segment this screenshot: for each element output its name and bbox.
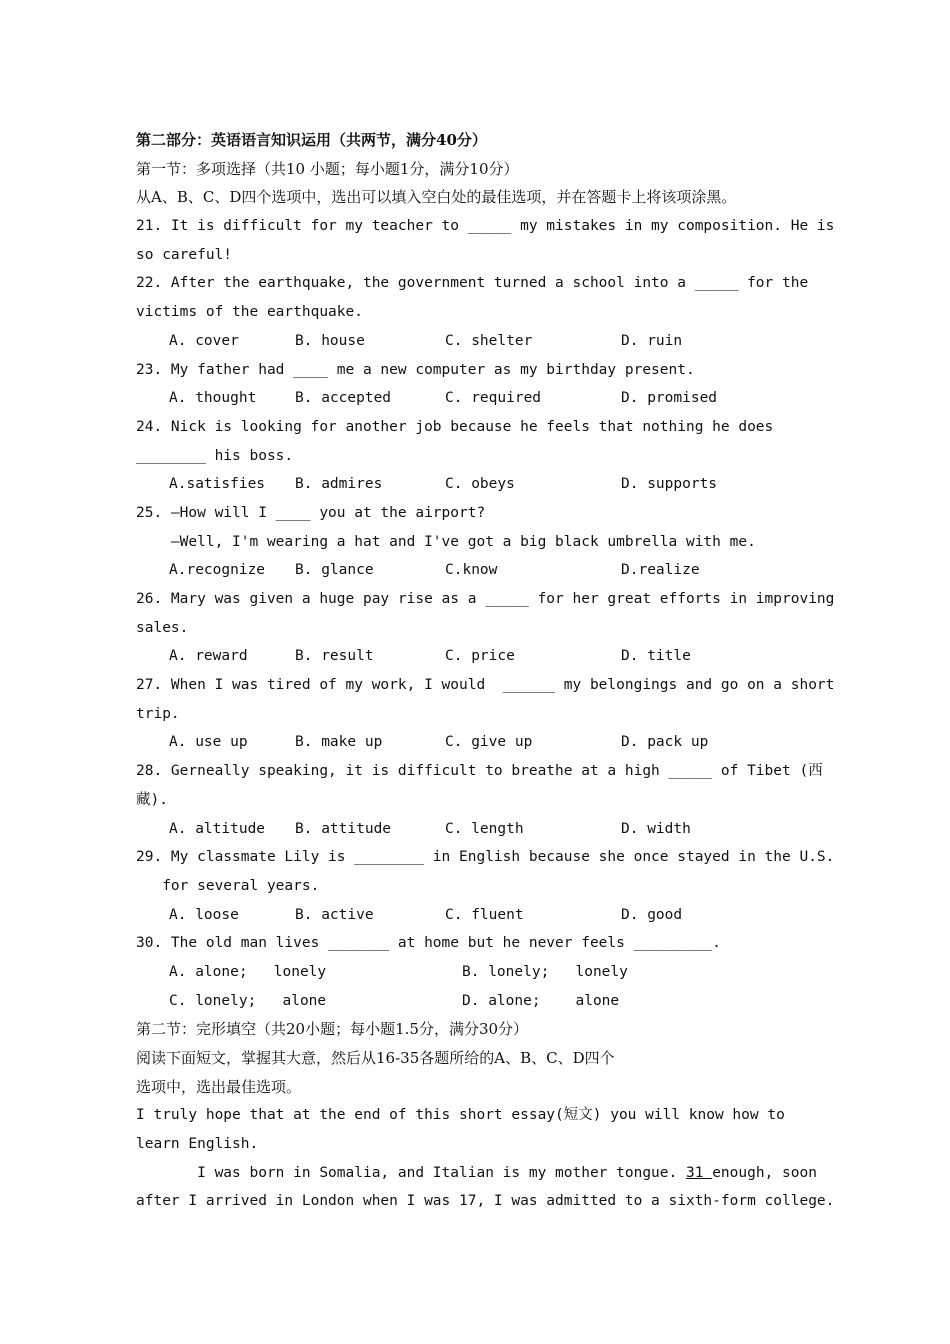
part1-title: 第一节：多项选择（共10 小题；每小题1分，满分10分） <box>136 159 519 178</box>
question-line: 25. —How will I ____ you at the airport? <box>136 504 486 521</box>
passage-line: after I arrived in London when I was 17, I was admitted to a sixth-form college. <box>136 1193 835 1210</box>
answer-option[interactable]: C. lonely; alone <box>169 992 327 1009</box>
part2-title: 第二节：完形填空（共20小题；每小题1.5分，满分30分） <box>136 1020 529 1039</box>
question-line: so careful! <box>136 246 233 263</box>
answer-option[interactable]: B. admires <box>295 476 383 493</box>
document-page <box>136 126 835 1216</box>
answer-option[interactable]: A. cover <box>169 332 239 349</box>
options-row <box>136 470 816 499</box>
question-line: 22. After the earthquake, the government turned a school into a _____ for the <box>136 275 809 292</box>
question-line: 27. When I was tired of my work, I would ______ my belongings and go on a short <box>136 677 835 694</box>
answer-option[interactable]: B. result <box>295 648 374 665</box>
question-line: for several years. <box>136 877 320 894</box>
answer-option[interactable]: C. obeys <box>445 476 515 493</box>
part2-instruction-2: 选项中，选出最佳选项。 <box>136 1077 302 1096</box>
answer-option[interactable]: D. good <box>621 906 683 923</box>
question-line: 26. Mary was given a huge pay rise as a _____ for her great efforts in improving <box>136 591 835 607</box>
options-row <box>136 642 816 671</box>
answer-option[interactable]: A. loose <box>169 906 239 923</box>
answer-option[interactable]: D. title <box>621 648 691 665</box>
answer-option[interactable]: D. alone; alone <box>462 992 620 1009</box>
answer-option[interactable]: A.satisfies <box>169 476 266 493</box>
answer-option[interactable]: C. required <box>445 390 542 407</box>
options-row <box>136 556 816 585</box>
answer-option[interactable]: B. active <box>295 906 374 923</box>
options-row <box>136 958 816 987</box>
answer-option[interactable]: B. house <box>295 332 365 349</box>
section-title: 第二部分：英语语言知识运用（共两节，满分40分） <box>136 131 487 149</box>
answer-option[interactable]: C.know <box>445 562 498 579</box>
answer-option[interactable]: A. reward <box>169 648 248 665</box>
question-line: 藏). <box>136 791 168 808</box>
question-line: 23. My father had ____ me a new computer as my birthday present. <box>136 361 695 378</box>
options-row <box>136 815 816 844</box>
question-line: 29. My classmate Lily is ________ in English because she once stayed in the U.S. <box>136 849 835 866</box>
question-line: ________ his boss. <box>136 447 294 464</box>
answer-option[interactable]: B. accepted <box>295 390 392 407</box>
options-row <box>136 901 816 930</box>
options-row <box>136 384 816 413</box>
answer-option[interactable]: A.recognize <box>169 562 266 579</box>
passage-text: I was born in Somalia, and Italian is my mother tongue. <box>136 1164 686 1181</box>
question-line: trip. <box>136 705 180 722</box>
question-line: 28. Gerneally speaking, it is difficult to breathe at a high _____ of Tibet (西 <box>136 763 823 780</box>
question-line: 21. It is difficult for my teacher to _____ my mistakes in my composition. He is <box>136 218 835 235</box>
options-row <box>136 728 816 757</box>
question-line: —Well, I'm wearing a hat and I've got a big black umbrella with me. <box>136 533 756 550</box>
passage-text: enough, soon <box>712 1164 817 1181</box>
answer-option[interactable]: D. supports <box>621 476 718 493</box>
part2-instruction-1: 阅读下面短文，掌握其大意，然后从16-35各题所给的A、B、C、D四个 <box>136 1049 615 1067</box>
answer-option[interactable]: C. price <box>445 648 515 665</box>
question-line: sales. <box>136 619 189 636</box>
answer-option[interactable]: A. thought <box>169 390 257 407</box>
answer-option[interactable]: A. alone; lonely <box>169 963 327 980</box>
answer-option[interactable]: B. make up <box>295 734 383 751</box>
options-row <box>136 327 816 356</box>
options-row <box>136 987 816 1016</box>
answer-option[interactable]: C. give up <box>445 734 533 751</box>
answer-option[interactable]: C. length <box>445 820 524 837</box>
part1-instruction: 从A、B、C、D四个选项中，选出可以填入空白处的最佳选项，并在答题卡上将该项涂黑。 <box>136 188 737 207</box>
question-list <box>136 212 835 1015</box>
answer-option[interactable]: D.realize <box>621 562 700 579</box>
passage-line: I truly hope that at the end of this short essay(短文) you will know how to <box>136 1107 785 1124</box>
answer-option[interactable]: A. use up <box>169 734 248 751</box>
question-line: victims of the earthquake. <box>136 304 363 321</box>
answer-option[interactable]: B. attitude <box>295 820 392 837</box>
answer-option[interactable]: C. shelter <box>445 332 533 349</box>
passage-line: learn English. <box>136 1136 259 1153</box>
answer-option[interactable]: B. glance <box>295 562 374 579</box>
passage-line <box>136 1159 816 1188</box>
answer-option[interactable]: D. promised <box>621 390 718 407</box>
answer-option[interactable]: D. pack up <box>621 734 709 751</box>
answer-option[interactable]: C. fluent <box>445 906 524 923</box>
answer-option[interactable]: D. ruin <box>621 332 683 349</box>
answer-option[interactable]: B. lonely; lonely <box>462 963 628 980</box>
answer-option[interactable]: A. altitude <box>169 820 266 837</box>
question-line: 30. The old man lives _______ at home but he never feels _________. <box>136 935 721 952</box>
question-line: 24. Nick is looking for another job because he feels that nothing he does <box>136 418 774 435</box>
blank-31: 31 <box>685 1164 713 1181</box>
answer-option[interactable]: D. width <box>621 820 691 837</box>
